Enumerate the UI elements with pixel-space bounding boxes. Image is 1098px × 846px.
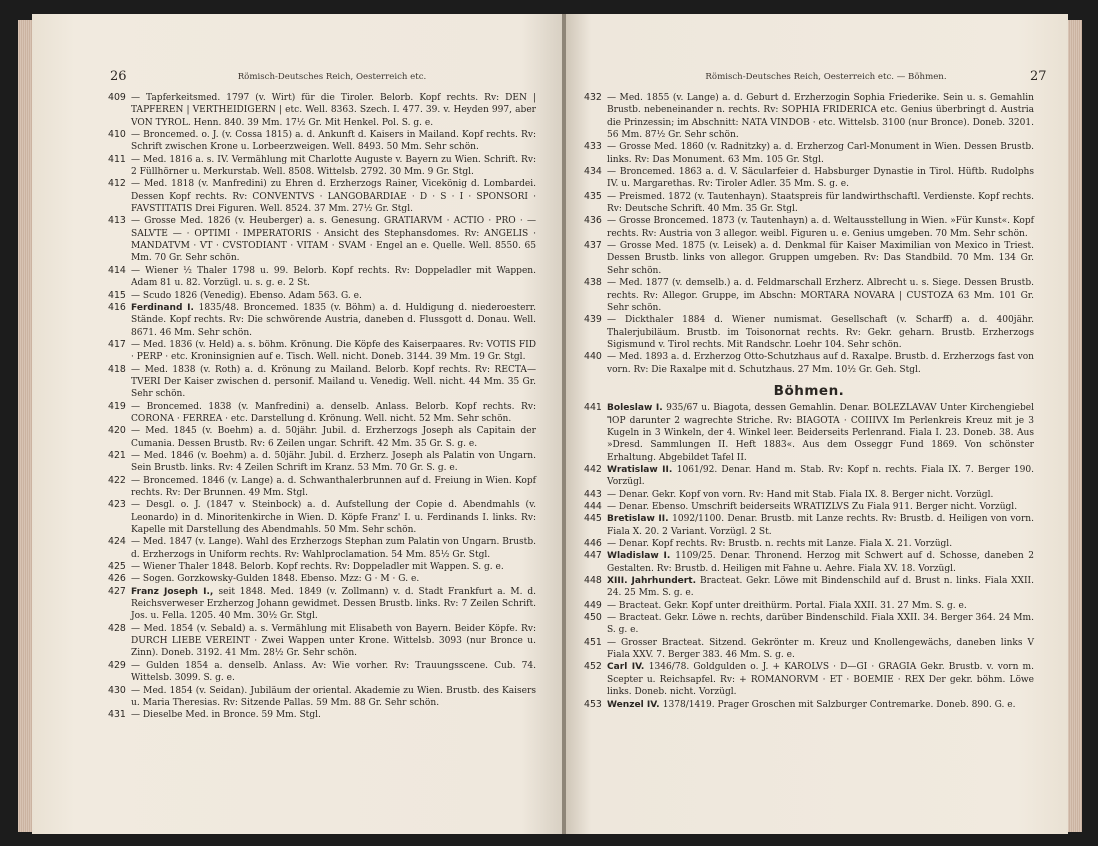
catalog-entry — [584, 513, 1034, 538]
entry-text: — Wiener ½ Thaler 1798 u. 99. Belorb. Kopf rechts. Rv: Doppeladler mit Wappen. Adam 81 u. 82. Vorzügl. u. s. g. e. 2 St. — [131, 265, 536, 289]
entry-number: 418 — [108, 363, 126, 375]
entry-text: Bretislaw II. 1092/1100. Denar. Brustb. mit Lanze rechts. Rv: Brustb. d. Heiligen von vorn. Fiala X. 20. 2 Variant. Vorzügl. 2 St. — [607, 514, 1035, 537]
entry-text: — Denar. Gekr. Kopf von vorn. Rv: Hand mit Stab. Fiala IX. 8. Berger nicht. Vorzügl. — [607, 489, 994, 500]
catalog-entry — [108, 401, 536, 426]
entry-number: 439 — [584, 314, 602, 326]
entry-number: 428 — [108, 622, 126, 634]
entry-number: 438 — [584, 277, 602, 289]
left-page — [32, 14, 564, 834]
catalog-entry — [584, 612, 1034, 637]
entry-text: — Broncemed. o. J. (v. Cossa 1815) a. d. Ankunft d. Kaisers in Mailand. Kopf rechts. Rv: Schrift zwischen Krone u. Lorbeerzweigen. Well. 8493. 50 Mm. Sehr schön. — [131, 130, 536, 153]
entry-text: — Sogen. Gorzkowsky-Gulden 1848. Ebenso. Mzz: G · M · G. e. — [131, 574, 420, 585]
catalog-entry — [108, 450, 536, 475]
catalog-entry — [584, 538, 1034, 550]
entry-number: 416 — [108, 301, 126, 313]
page-number: 26 — [110, 69, 127, 84]
catalog-entry — [584, 489, 1034, 501]
entry-text: — Scudo 1826 (Venedig). Ebenso. Adam 563. G. e. — [131, 290, 362, 301]
entry-number: 413 — [108, 215, 126, 227]
entry-text: — Med. 1838 (v. Roth) a. d. Krönung zu Mailand. Belorb. Kopf rechts. Rv: RECTA— TVERI Der Kaiser zwischen d. personif. Mailand u. Venedig. Well. nicht. 44 Mm. 35 Gr. Sehr schön. — [131, 364, 536, 400]
entry-text: — Dickthaler 1884 d. Wiener numismat. Gesellschaft (v. Scharff) a. d. 400jähr. Thalerjubiläum. Brustb. im Toisonornat rechts. Rv: Gekr. geharn. Brustb. Erzherzogs Sigismund v. Tirol rechts. Mit Randschr. Loehr 104. Sehr schön. — [607, 315, 1034, 350]
entry-number: 452 — [584, 661, 602, 673]
catalog-entry — [584, 600, 1034, 612]
catalog-entry — [108, 364, 536, 401]
catalog-entry — [584, 637, 1034, 662]
entry-number: 414 — [108, 264, 126, 276]
entry-number: 433 — [584, 141, 602, 153]
catalog-entry — [108, 623, 536, 660]
catalog-entry — [584, 699, 1034, 711]
catalog-entry — [108, 178, 536, 215]
catalog-entry — [584, 314, 1034, 351]
catalog-entry — [584, 277, 1034, 314]
catalog-entries — [108, 92, 536, 722]
entry-number: 443 — [584, 488, 602, 500]
entry-number: 422 — [108, 474, 126, 486]
page-edges-right — [1068, 20, 1082, 832]
entry-text: — Grosse Med. 1826 (v. Heuberger) a. s. Genesung. GRATIARVM · ACTIO · PRO · — SALVTE — · OPTIMI · IMPERATORIS · Ansicht des Stephansdomes. Rv: ANGELIS · MANDATVM · VT · CVSTODIANT · VITAM · SVAM · Engel an e. Quelle. Well. 8550. 65 Mm. 70 Gr. Sehr schön. — [131, 216, 536, 264]
catalog-entry — [108, 660, 536, 685]
entry-text: — Med. 1816 a. s. IV. Vermählung mit Charlotte Auguste v. Bayern zu Wien. Schrift. Rv: 2 Füllhörner u. Merkurstab. Well. 8508. Wittelsb. 2792. 30 Mm. 9 Gr. Stgl. — [131, 154, 536, 178]
entry-text: — Wiener Thaler 1848. Belorb. Kopf rechts. Rv: Doppeladler mit Wappen. S. g. e. — [131, 562, 504, 573]
entry-text: — Med. 1836 (v. Held) a. s. böhm. Krönung. Die Köpfe des Kaiserpaares. Rv: VOTIS FID · PERP · etc. Kroninsignien auf e. Tisch. Well. nicht. Doneb. 3144. 39 Mm. 19 Gr. Stgl. — [131, 339, 536, 363]
entry-text: — Med. 1854 (v. Seidan). Jubiläum der oriental. Akademie zu Wien. Brustb. des Kaisers u. Maria Theresias. Rv: Sitzende Pallas. 59 Mm. 88 Gr. Sehr schön. — [131, 685, 536, 708]
running-head: Römisch-Deutsches Reich, Oesterreich etc. — Böhmen. — [705, 72, 947, 82]
catalog-entry — [584, 464, 1034, 489]
entry-number: 412 — [108, 178, 126, 190]
entry-number: 421 — [108, 449, 126, 461]
entry-text: XIII. Jahrhundert. Bracteat. Gekr. Löwe mit Bindenschild auf d. Brust n. links. Fiala XXII. 24. 25 Mm. S. g. e. — [607, 576, 1035, 599]
entry-text: — Desgl. o. J. (1847 v. Steinbock) a. d. Aufstellung der Copie d. Abendmahls (v. Leonardo) in d. Minoritenkirche in Wien. D. Köpfe Franz' I. u. Ferdinands I. links. Rv: Kapelle mit Darstellung des Abendmahls. 50 Mm. Sehr schön. — [131, 500, 536, 536]
entry-text: — Med. 1845 (v. Boehm) a. d. 50jähr. Jubil. d. Erzherzogs Joseph als Capitain der Cumania. Dessen Brustb. Rv: 6 Zeilen ungar. Schrift. 42 Mm. 35 Gr. S. g. e. — [131, 426, 536, 449]
catalog-entry — [584, 191, 1034, 216]
entry-number: 440 — [584, 351, 602, 363]
entry-heading: Boleslaw I. — [607, 403, 667, 414]
book-spread — [32, 14, 1068, 834]
entry-text: — Grosse Med. 1860 (v. Radnitzky) a. d. Erzherzog Carl-Monument in Wien. Dessen Brustb. links. Rv: Das Monument. 63 Mm. 105 Gr. Stgl. — [607, 142, 1034, 165]
entry-number: 448 — [584, 575, 602, 587]
entry-text: — Denar. Kopf rechts. Rv: Brustb. n. rechts mit Lanze. Fiala X. 21. Vorzügl. — [607, 539, 953, 550]
entry-text: — Broncemed. 1838 (v. Manfredini) a. denselb. Anlass. Belorb. Kopf rechts. Rv: CORONA · FERREA · etc. Darstellung d. Krönung. Well. nicht. 52 Mm. Sehr schön. — [131, 401, 536, 424]
catalog-entry — [108, 215, 536, 264]
entry-text: Wratislaw II. 1061/92. Denar. Hand m. Stab. Rv: Kopf n. rechts. Fiala IX. 7. Berger 190. Vorzügl. — [607, 464, 1034, 488]
entry-number: 429 — [108, 659, 126, 671]
entry-text: Wladislaw I. 1109/25. Denar. Thronend. Herzog mit Schwert auf d. Schosse, daneben 2 Gestalten. Rv: Brustb. d. Heiligen mit Fahne u. Aehre. Fiala XV. 18. Vorzügl. — [607, 551, 1034, 574]
entry-number: 424 — [108, 536, 126, 548]
entry-number: 411 — [108, 153, 126, 165]
entry-number: 432 — [584, 92, 602, 103]
entry-number: 446 — [584, 538, 602, 550]
entry-heading: XIII. Jahrhundert. — [607, 576, 701, 587]
catalog-entry — [108, 290, 536, 302]
entry-text: — Preismed. 1872 (v. Tautenhayn). Staatspreis für landwirthschaftl. Verdienste. Kopf rechts. Rv: Deutsche Schrift. 40 Mm. 35 Gr. Stgl. — [607, 191, 1034, 215]
entry-text: Boleslaw I. 935/67 u. Biagota, dessen Gemahlin. Denar. BOLEZLAVAV Unter Kirchengiebel ꓶOP darunter 2 wagrechte Striche. Rv: BIAGOTA · COIIIVX Im Perlenkreis Kreuz mit je 3 Kugeln in 3 Winkeln, der 4. Winkel leer. Beiderseits Perlenrand. Fiala I. 23. Doneb. 38. Aus »Dresd. Sammlungen II. Heft 1883«. Aus dem Osseggr Fund 1869. Von schönster Erhaltung. Abgebildet Tafel II. — [607, 403, 1034, 463]
catalog-entry — [108, 499, 536, 536]
catalog-entry — [108, 709, 536, 721]
catalog-entry — [584, 215, 1034, 240]
entry-heading: Wladislaw I. — [607, 551, 676, 562]
catalog-entry — [108, 302, 536, 339]
entry-text: — Gulden 1854 a. denselb. Anlass. Av: Wie vorher. Rv: Trauungsscene. Cub. 74. Wittelsb. 3099. S. g. e. — [131, 660, 536, 684]
entry-text: — Denar. Ebenso. Umschrift beiderseits WRATIZLVS Zu Fiala 911. Berger nicht. Vorzügl. — [607, 502, 1018, 512]
entry-heading: Carl IV. — [607, 662, 649, 673]
catalog-entry — [584, 92, 1034, 141]
catalog-entry — [584, 501, 1034, 513]
entry-number: 445 — [584, 513, 602, 525]
catalog-entry — [584, 166, 1034, 191]
running-head: Römisch-Deutsches Reich, Oesterreich etc. — [237, 72, 427, 82]
entry-number: 442 — [584, 463, 602, 475]
entry-text: — Broncemed. 1846 (v. Lange) a. d. Schwanthalerbrunnen auf d. Freiung in Wien. Kopf rechts. Rv: Der Brunnen. 49 Mm. Stgl. — [131, 475, 536, 498]
entry-heading: Bretislaw II. — [607, 514, 673, 525]
entry-number: 434 — [584, 166, 602, 178]
entry-number: 417 — [108, 338, 126, 350]
catalog-entry — [584, 240, 1034, 277]
entry-number: 431 — [108, 709, 126, 721]
entry-text: — Med. 1847 (v. Lange). Wahl des Erzherzogs Stephan zum Palatin von Ungarn. Brustb. d. Erzherzogs in Uniform rechts. Rv: Wahlproclamation. 54 Mm. 85½ Gr. Stgl. — [131, 537, 536, 560]
entry-number: 430 — [108, 684, 126, 696]
entry-text: — Med. 1854 (v. Sebald) a. s. Vermählung mit Elisabeth von Bayern. Beider Köpfe. Rv: DURCH LIEBE VEREINT · Zwei Wappen unter Krone. Wittelsb. 3093 (nur Bronce u. Zinn). Doneb. 3192. 41 Mm. 28½ Gr. Sehr schön. — [131, 623, 536, 659]
catalog-entry — [108, 685, 536, 710]
entry-text: — Med. 1877 (v. demselb.) a. d. Feldmarschall Erzherz. Albrecht u. s. Siege. Dessen Brustb. rechts. Rv: Allegor. Gruppe, im Abschn: MORTARA NOVARA | CUSTOZA 63 Mm. 101 Gr. Sehr schön. — [607, 278, 1034, 313]
entry-heading: Wenzel IV. — [607, 699, 663, 710]
section-title: Böhmen. — [773, 382, 845, 399]
entry-text: Carl IV. 1346/78. Goldgulden o. J. + KAROLVS · D—GI · GRAGIA Gekr. Brustb. v. vorn m. Scepter u. Reichsapfel. Rv: + ROMANORVM · ET · BOEMIE · REX Der gekr. böhm. Löwe links. Doneb. nicht. Vorzügl. — [607, 662, 1034, 698]
entry-text: Franz Joseph I., seit 1848. Med. 1849 (v. Zollmann) v. d. Stadt Frankfurt a. M. d. Reichsverweser Erzherzog Johann gewidmet. Dessen Brustb. links. Rv: 7 Zeilen Schrift. Jos. u. Fella. 1205. 40 Mm. 30½ Gr. Stgl. — [131, 586, 536, 622]
catalog-entry — [584, 575, 1034, 600]
entry-number: 453 — [584, 698, 602, 710]
catalog-entry — [108, 129, 536, 154]
entry-text: — Grosser Bracteat. Sitzend. Gekrönter m. Kreuz und Knollengewächs, daneben links V Fiala XXV. 7. Berger 383. 46 Mm. S. g. e. — [607, 637, 1034, 661]
entry-number: 410 — [108, 129, 126, 141]
entry-number: 415 — [108, 289, 126, 301]
catalog-entry — [108, 561, 536, 573]
entry-number: 450 — [584, 612, 602, 624]
entries-before-section — [584, 92, 1034, 376]
catalog-entry — [108, 573, 536, 585]
page-edges-left — [18, 20, 32, 832]
entry-text: — Med. 1893 a. d. Erzherzog Otto-Schutzhaus auf d. Raxalpe. Brustb. d. Erzherzogs fast von vorn. Rv: Die Raxalpe mit d. Schutzhaus. 27 Mm. 10½ Gr. Geh. Stgl. — [607, 352, 1034, 375]
entry-text: — Broncemed. 1863 a. d. V. Säcularfeier d. Habsburger Dynastie in Tirol. Hüftb. Rudolphs IV. u. Margarethas. Rv: Tiroler Adler. 35 Mm. S. g. e. — [607, 167, 1034, 190]
entry-text: — Bracteat. Gekr. Löwe n. rechts, darüber Bindenschild. Fiala XXII. 34. Berger 364. 24 Mm. S. g. e. — [607, 613, 1034, 636]
catalog-entry — [584, 402, 1034, 464]
catalog-entry — [584, 550, 1034, 575]
entry-number: 447 — [584, 550, 602, 562]
catalog-entry — [108, 586, 536, 623]
entry-number: 427 — [108, 585, 126, 597]
entry-heading: Wratislaw II. — [607, 464, 677, 475]
entry-text: — Grosse Broncemed. 1873 (v. Tautenhayn) a. d. Weltausstellung in Wien. »Für Kunst«. Kopf rechts. Rv: Austria von 3 allegor. weibl. Figuren u. e. Genius umgeben. 70 Mm. Sehr schön. — [607, 216, 1034, 239]
catalog-entry — [584, 351, 1034, 376]
right-page — [566, 14, 1068, 834]
entry-number: 435 — [584, 190, 602, 202]
catalog-entry — [108, 339, 536, 364]
entry-number: 426 — [108, 573, 126, 585]
entry-text: — Bracteat. Gekr. Kopf unter dreithürm. Portal. Fiala XXII. 31. 27 Mm. S. g. e. — [607, 600, 967, 611]
entry-number: 451 — [584, 636, 602, 648]
entry-number: 444 — [584, 501, 602, 512]
entry-heading: Franz Joseph I., — [131, 586, 219, 597]
entry-text: — Med. 1818 (v. Manfredini) zu Ehren d. Erzherzogs Rainer, Vicekönig d. Lombardei. Dessen Kopf rechts. Rv: CONVENTVS · LANGOBARDIAE · D · S · I · SPONSORI · FAVSTITATIS Drei Figuren. Well. 8524. 37 Mm. 27½ Gr. Stgl. — [131, 179, 536, 215]
catalog-entry — [108, 475, 536, 500]
catalog-entry — [584, 141, 1034, 166]
catalog-entry — [108, 425, 536, 450]
catalog-entry — [108, 154, 536, 179]
catalog-entry — [108, 265, 536, 290]
catalog-entry — [584, 661, 1034, 698]
page-number: 27 — [1030, 69, 1047, 84]
entry-text: — Med. 1846 (v. Boehm) a. d. 50jähr. Jubil. d. Erzherz. Joseph als Palatin von Ungarn. Sein Brustb. links. Rv: 4 Zeilen Schrift im Kranz. 53 Mm. 70 Gr. S. g. e. — [131, 450, 536, 474]
entry-text: Ferdinand I. 1835/48. Broncemed. 1835 (v. Böhm) a. d. Huldigung d. niederoesterr. Stände. Kopf rechts. Rv: Die schwörende Austria, daneben d. Flussgott d. Donau. Well. 8671. 46 Mm. Sehr schön. — [131, 302, 536, 338]
entry-number: 425 — [108, 561, 126, 573]
entry-text: Wenzel IV. 1378/1419. Prager Groschen mit Salzburger Contremarke. Doneb. 890. G. e. — [607, 699, 1016, 710]
entry-number: 409 — [108, 92, 126, 103]
entry-text: — Dieselbe Med. in Bronce. 59 Mm. Stgl. — [131, 710, 321, 721]
entry-number: 420 — [108, 425, 126, 437]
entry-text: — Tapferkeitsmed. 1797 (v. Wirt) für die Tiroler. Belorb. Kopf rechts. Rv: DEN | TAPFEREN | VERTHEIDIGERN | etc. Well. 8363. Szech. I. 477. 39. v. Heyden 997, aber VON TYROL. Henn. 840. 39 Mm. 17½ Gr. Mit Henkel. Pol. S. g. e. — [131, 93, 536, 128]
entry-number: 423 — [108, 499, 126, 511]
entry-number: 441 — [584, 402, 602, 414]
entry-number: 449 — [584, 599, 602, 611]
entry-number: 419 — [108, 400, 126, 412]
entry-text: — Med. 1855 (v. Lange) a. d. Geburt d. Erzherzogin Sophia Friederike. Sein u. s. Gemahlin Brustb. nebeneinander n. rechts. Rv: SOPHIA FRIDERICA etc. Genius überbringt d. Austria die Prinzessin; im Abschnitt: NATA VINDOB · etc. Wittelsb. 3100 (nur Bronce). Doneb. 3201. 56 Mm. 87½ Gr. Sehr schön. — [607, 93, 1034, 141]
catalog-entry — [108, 92, 536, 129]
entry-number: 436 — [584, 215, 602, 227]
entry-number: 437 — [584, 240, 602, 252]
catalog-entries — [584, 92, 1034, 711]
catalog-entry — [108, 536, 536, 561]
entry-heading: Ferdinand I. — [131, 302, 199, 313]
entry-text: — Grosse Med. 1875 (v. Leisek) a. d. Denkmal für Kaiser Maximilian von Mexico in Triest. Dessen Brustb. links von allegor. Gruppen umgeben. Rv: Das Standbild. 70 Mm. 134 Gr. Sehr schön. — [607, 241, 1034, 276]
entries-after-section — [584, 402, 1034, 711]
